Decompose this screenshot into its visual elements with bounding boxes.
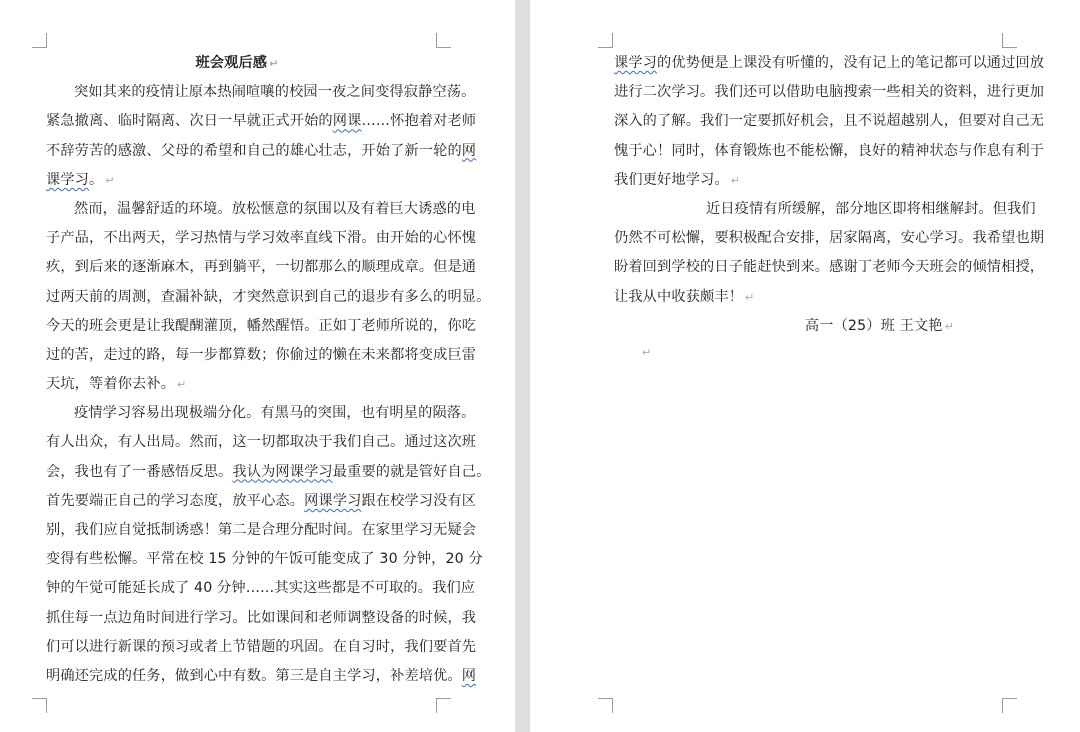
text-line: 让我从中收获颇丰！ ↵ — [614, 288, 755, 305]
text-line: 紧急撤离、临时隔离、次日一早就正式开始的网课……怀抱着对老师 — [46, 113, 477, 130]
paragraph-mark: ↵ — [944, 319, 954, 333]
document-page-right[interactable] — [530, 0, 1080, 732]
text-line: 突如其来的疫情让原本热闹喧嚷的校园一夜之间变得寂静空荡。 — [74, 84, 476, 101]
text-line: 课学习的优势便是上课没有听懂的，没有记上的笔记都可以通过回放 — [614, 55, 1045, 71]
text-line: 别，我们应自觉抵制诱惑！第二是合理分配时间。在家里学习无疑会 — [46, 522, 477, 538]
text-line: 会，我也有了一番感悟反思。我认为网课学习最重要的就是管好自己。 — [46, 463, 491, 480]
text-line: 不辞劳苦的感激、父母的希望和自己的雄心壮志，开始了新一轮的网 — [46, 142, 477, 159]
paragraph-mark: ↵ — [730, 173, 741, 187]
page-gap — [515, 0, 530, 732]
text-line: 今天的班会更是让我醍醐灌顶，幡然醒悟。正如丁老师所说的，你吃 — [46, 317, 477, 334]
margin-corner-mark — [436, 698, 451, 713]
text-line: 盼着回到学校的日子能赶快到来。感谢丁老师今天班会的倾情相授， — [614, 259, 1045, 276]
document-page-left[interactable] — [0, 0, 515, 732]
text-line: 仍然不可松懈，要积极配合安排，居家隔离，安心学习。我希望也期 — [614, 230, 1045, 247]
paragraph-1 — [46, 78, 477, 195]
text-line: 疚，到后来的逐渐麻木，再到躺平，一切都那么的顺理成章。但是通 — [46, 259, 477, 276]
paragraph-4 — [614, 195, 1045, 312]
text-line: 进行二次学习。我们还可以借助电脑搜索一些相关的资料，进行更加 — [614, 84, 1045, 101]
paragraph-mark: ↵ — [269, 57, 279, 70]
spell-check-word: 网课 — [332, 113, 362, 130]
paragraph-mark: ↵ — [642, 345, 652, 359]
paragraph-mark: ↵ — [105, 173, 115, 187]
text-line: 有人出众，有人出局。然而，这一切都取决于我们自己。通过这次班 — [46, 434, 477, 451]
text-line: 钟的午觉可能延长成了 40 分钟……其实这些都是不可取的。我们应 — [46, 580, 476, 597]
text-line: 天坑，等着你去补。 ↵ — [46, 376, 187, 393]
text-line: 我们更好地学习。 ↵ — [614, 171, 741, 188]
text-line: 变得有些松懈。平常在校 15 分钟的午饭可能变成了 30 分钟，20 分 — [46, 551, 483, 568]
empty-paragraph — [614, 341, 1004, 363]
margin-corner-mark — [32, 698, 47, 713]
text-line: 近日疫情有所缓解，部分地区即将相继解封。但我们 — [706, 200, 1036, 217]
paragraph-2 — [46, 195, 491, 399]
margin-corner-mark — [1002, 698, 1017, 713]
text-line: 过两天前的周测，查漏补缺，才突然意识到自己的退步有多么的明显。 — [46, 288, 491, 305]
margin-corner-mark — [32, 33, 47, 48]
spell-check-word: 网 — [461, 667, 477, 684]
text-line: 子产品，不出两天，学习热情与学习效率直线下滑。由开始的心怀愧 — [46, 230, 477, 247]
text-line: 深入的了解。我们一定要抓好机会，且不说超越别人，但要对自己无 — [614, 113, 1045, 130]
text-line: 明确还完成的任务，做到心中有数。第三是自主学习，补差培优。网 — [46, 667, 477, 684]
spell-check-word: 网 — [461, 142, 477, 159]
paragraph-3 — [46, 399, 491, 691]
paragraph-mark: ↵ — [745, 290, 755, 304]
margin-corner-mark — [598, 33, 613, 48]
text-line: 疫情学习容易出现极端分化。有黑马的突围，也有明星的陨落。 — [74, 405, 476, 422]
page-text-left[interactable] — [46, 49, 491, 691]
spell-check-word: 课学习 — [46, 171, 90, 188]
text-line: 抓住每一点边角时间进行学习。比如课间和老师调整设备的时候，我 — [46, 609, 477, 626]
text-line: 过的苦，走过的路，每一步都算数；你偷过的懒在未来都将变成巨雷 — [46, 346, 477, 363]
spell-check-word: 课学习 — [614, 55, 658, 71]
margin-corner-mark — [598, 698, 613, 713]
document-title: 班会观后感 ↵ — [195, 55, 279, 71]
margin-corner-mark — [436, 33, 451, 48]
text-line: 然而，温馨舒适的环境。放松惬意的氛围以及有着巨大诱惑的电 — [74, 200, 476, 217]
signature: 高一（25）班 王文艳 ↵ — [804, 317, 954, 334]
paragraph-3-continued — [614, 49, 1045, 195]
text-line: 愧于心！同时，体育锻炼也不能松懈，良好的精神状态与作息有利于 — [614, 142, 1045, 159]
spell-check-word: 我认为网课学习 — [232, 463, 333, 480]
paragraph-mark: ↵ — [177, 378, 187, 392]
text-line: 课学习。 ↵ — [46, 171, 115, 188]
text-line: 首先要端正自己的学习态度，放平心态。网课学习跟在校学习没有区 — [46, 492, 477, 509]
margin-corner-mark — [1002, 33, 1017, 48]
page-text-right[interactable] — [614, 49, 1045, 363]
spell-check-word: 网课学习 — [304, 492, 362, 509]
text-line: 们可以进行新课的预习或者上节错题的巩固。在自习时，我们要首先 — [46, 638, 477, 655]
